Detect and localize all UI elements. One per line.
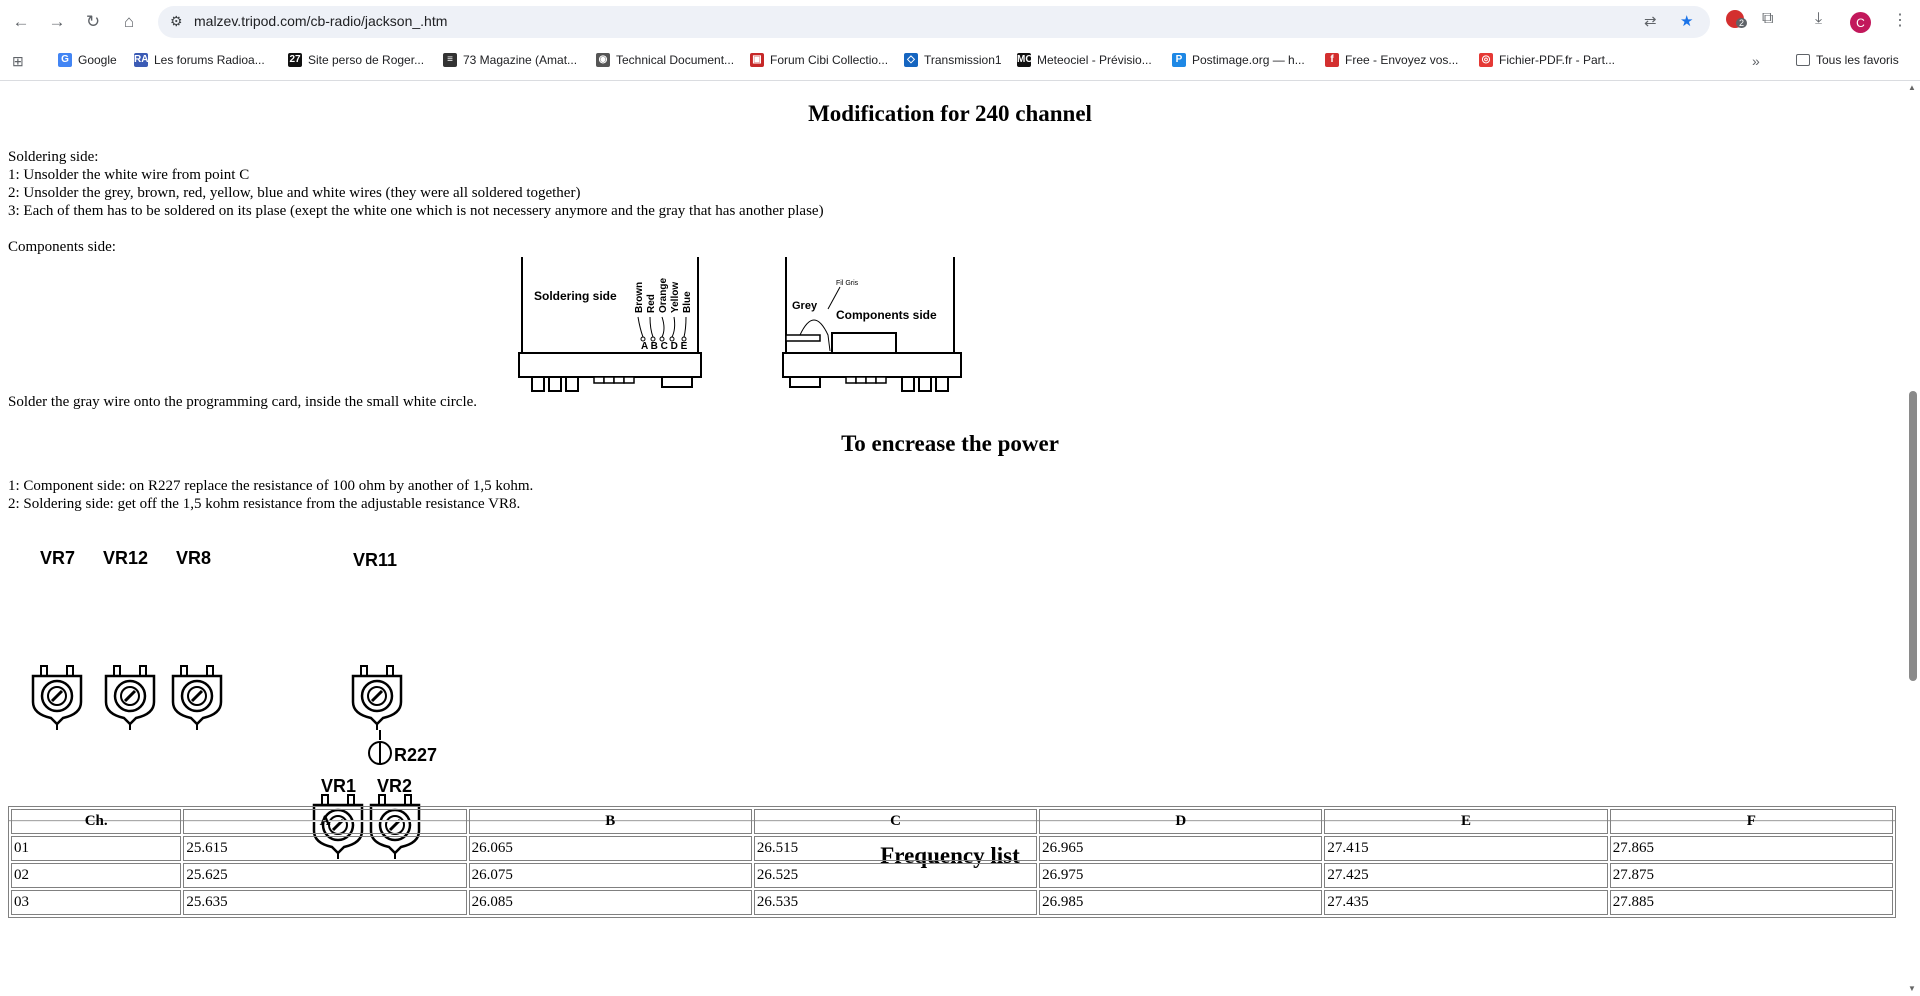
diagram-right-title: Components side (836, 308, 937, 322)
bookmark-favicon-icon: 27 (289, 54, 301, 65)
potentiometer-vr8 (173, 666, 221, 730)
bookmark-label: Transmission1 (924, 53, 1002, 67)
bookmark-favicon-icon: P (1172, 53, 1186, 67)
pot-label-vr11: VR11 (353, 550, 398, 570)
more-bookmarks-chevron-icon[interactable]: » (1752, 53, 1760, 69)
instruction-line: 3: Each of them has to be soldered on its plase (exept the white one which is not necessery anymore and the gray that has another plase) (8, 203, 824, 219)
bookmark-star-icon[interactable]: ★ (1680, 13, 1694, 30)
table-row (11, 836, 1893, 861)
page-scrollbar[interactable] (1905, 81, 1920, 996)
bookmark-favicon-icon: RA (134, 54, 149, 65)
reload-icon[interactable]: ↻ (85, 12, 101, 31)
bookmark-favicon-icon: f (1325, 53, 1339, 67)
address-bar[interactable] (158, 6, 1710, 38)
table-cell: 01 (11, 836, 181, 861)
bookmark-item[interactable] (288, 53, 424, 67)
column-header: F (1610, 809, 1893, 834)
instruction-line: 2: Soldering side: get off the 1,5 kohm resistance from the adjustable resistance VR8. (8, 496, 521, 512)
bookmark-item[interactable] (58, 53, 117, 67)
table-cell: 25.615 (183, 836, 466, 861)
table-cell: 26.085 (469, 890, 752, 915)
bookmark-favicon-icon: ▣ (750, 53, 764, 67)
table-cell: 26.065 (469, 836, 752, 861)
bookmark-item[interactable] (1017, 53, 1152, 67)
bookmark-item[interactable] (1172, 53, 1305, 67)
column-header: A (183, 809, 466, 834)
pot-label-vr7: VR7 (40, 548, 76, 568)
table-cell: 26.525 (754, 863, 1037, 888)
column-header: E (1324, 809, 1607, 834)
section-title-240: Modification for 240 channel (808, 101, 1092, 126)
bookmark-item[interactable] (904, 53, 1002, 67)
table-cell: 27.425 (1324, 863, 1607, 888)
wire-label: Blue (682, 291, 693, 313)
home-icon[interactable]: ⌂ (123, 12, 135, 31)
back-icon[interactable]: ← (12, 12, 30, 31)
bookmark-label: Technical Document... (616, 53, 735, 67)
scrollbar-thumb[interactable] (1909, 391, 1917, 681)
table-cell: 03 (11, 890, 181, 915)
download-icon[interactable]: ⤓ (1815, 10, 1823, 27)
point-labels: A B C D E (641, 341, 688, 352)
column-header: D (1039, 809, 1322, 834)
bookmark-item[interactable] (1325, 53, 1458, 67)
potentiometer-vr12 (106, 666, 154, 730)
bookmark-label: Site perso de Roger... (308, 53, 425, 67)
instruction-line: 1: Unsolder the white wire from point C (8, 167, 250, 183)
components-side-diagram (780, 255, 970, 400)
site-info-icon[interactable]: ⚙ (170, 13, 183, 29)
column-header: C (754, 809, 1037, 834)
section-title-frequency: Frequency list (880, 843, 1020, 868)
column-header: B (469, 809, 752, 834)
apps-grid-icon[interactable]: ⊞ (12, 53, 24, 69)
grey-label: Grey (792, 300, 818, 312)
forward-icon[interactable]: → (48, 12, 66, 31)
all-bookmarks-folder[interactable] (1796, 53, 1899, 67)
extension-icon[interactable] (1726, 10, 1744, 33)
profile-avatar[interactable]: C (1850, 12, 1871, 33)
bookmark-item[interactable] (596, 53, 734, 67)
bookmark-item[interactable] (134, 53, 265, 67)
table-cell: 27.875 (1610, 863, 1893, 888)
resistor-label-r227: R227 (394, 745, 438, 765)
table-cell: 27.415 (1324, 836, 1607, 861)
bookmark-label: Forum Cibi Collectio... (770, 53, 889, 67)
instruction-line: Soldering side: (8, 149, 99, 165)
pot-label-vr1: VR1 (321, 776, 357, 796)
extensions-puzzle-icon[interactable]: ⧉ (1762, 10, 1774, 27)
bookmark-favicon-icon: ◇ (904, 53, 918, 67)
table-cell: 26.975 (1039, 863, 1322, 888)
browser-toolbar (0, 0, 1920, 44)
bookmark-label: Meteociel - Prévisio... (1037, 53, 1152, 67)
table-cell: 27.885 (1610, 890, 1893, 915)
bookmark-label: Fichier-PDF.fr - Part... (1499, 53, 1616, 67)
bookmark-label: Free - Envoyez vos... (1345, 53, 1459, 67)
section-title-power: To encrease the power (841, 431, 1059, 456)
instruction-line: 1: Component side: on R227 replace the resistance of 100 ohm by another of 1,5 kohm. (8, 478, 534, 494)
table-cell: 26.535 (754, 890, 1037, 915)
bookmark-item[interactable] (750, 53, 888, 67)
solder-note: Solder the gray wire onto the programming card, inside the small white circle. (8, 394, 478, 410)
column-header: Ch. (11, 809, 181, 834)
wire-label: Red (646, 294, 657, 313)
pot-label-vr12: VR12 (103, 548, 149, 568)
table-row (11, 863, 1893, 888)
bookmark-label: Les forums Radioa... (154, 53, 265, 67)
pot-label-vr2: VR2 (377, 776, 413, 796)
bookmark-favicon-icon: ◎ (1479, 53, 1493, 67)
table-header-row (11, 809, 1893, 834)
pot-label-vr8: VR8 (176, 548, 212, 568)
diagram-left-title: Soldering side (534, 289, 617, 303)
frequency-table (8, 806, 1896, 918)
scroll-down-icon[interactable]: ▼ (1908, 984, 1916, 993)
bookmark-label: 73 Magazine (Amat... (463, 53, 578, 67)
table-cell: 25.635 (183, 890, 466, 915)
bookmark-favicon-icon: ≡ (443, 53, 457, 67)
instructions-power (8, 477, 533, 513)
translate-icon[interactable]: ⇄ (1644, 13, 1657, 30)
potentiometer-vr7 (33, 666, 81, 730)
bookmark-favicon-icon: ◉ (596, 53, 610, 67)
menu-kebab-icon[interactable]: ⋮ (1892, 12, 1908, 29)
bookmark-label: Postimage.org — h... (1192, 53, 1305, 67)
table-cell: 02 (11, 863, 181, 888)
table-cell: 25.625 (183, 863, 466, 888)
folder-icon (1796, 54, 1810, 66)
table-cell: 26.965 (1039, 836, 1322, 861)
table-row (11, 890, 1893, 915)
potentiometer-vr11 (353, 666, 401, 730)
soldering-side-diagram (516, 255, 706, 400)
extension-badge: 2 (1736, 18, 1747, 28)
potentiometer-diagram (20, 544, 460, 809)
table-cell: 27.865 (1610, 836, 1893, 861)
table-cell: 26.075 (469, 863, 752, 888)
table-cell: 27.435 (1324, 890, 1607, 915)
wire-label: Yellow (670, 281, 681, 313)
bookmark-favicon-icon: G (58, 53, 72, 67)
table-cell: 26.985 (1039, 890, 1322, 915)
bookmarks-bar (0, 44, 1920, 81)
wire-label: Brown (634, 281, 645, 313)
bookmark-item[interactable] (443, 53, 577, 67)
all-bookmarks-label: Tous les favoris (1816, 53, 1899, 67)
bookmark-label: Google (78, 53, 117, 67)
fil-label: Fil Gris (836, 280, 859, 287)
wire-label: Orange (658, 277, 669, 313)
scroll-up-icon[interactable]: ▲ (1908, 83, 1916, 92)
components-side-label: Components side: (8, 239, 116, 255)
bookmark-item[interactable] (1479, 53, 1615, 67)
url-text[interactable]: malzev.tripod.com/cb-radio/jackson_.htm (194, 13, 448, 29)
instructions-240 (8, 148, 824, 256)
bookmark-favicon-icon: MC (1017, 54, 1033, 65)
table-cell: 26.515 (754, 836, 1037, 861)
instruction-line: 2: Unsolder the grey, brown, red, yellow, blue and white wires (they were all soldered together) (8, 185, 581, 201)
